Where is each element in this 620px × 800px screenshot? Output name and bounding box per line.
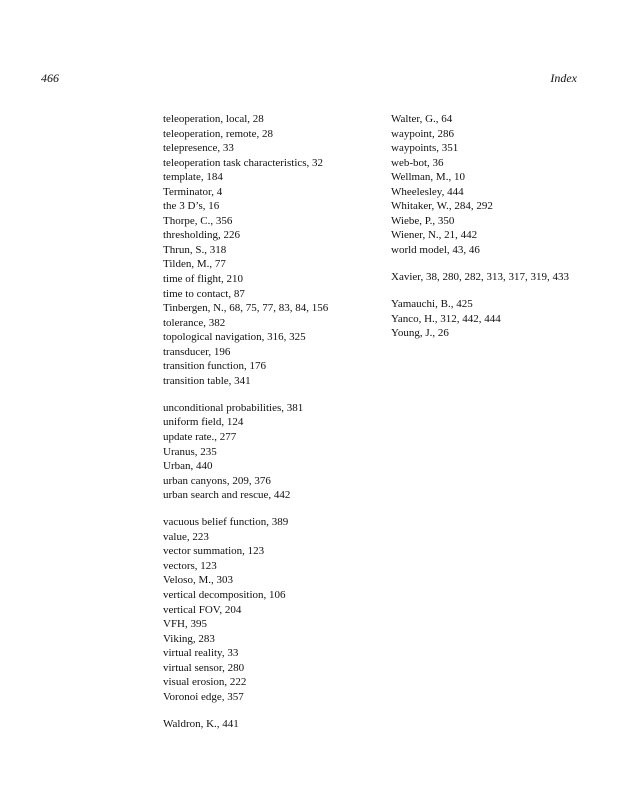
index-entry: visual erosion, 222 — [163, 676, 247, 689]
index-entry: Wiebe, P., 350 — [391, 214, 455, 227]
index-entry: urban canyons, 209, 376 — [163, 474, 271, 487]
index-entry: Veloso, M., 303 — [163, 574, 233, 587]
index-entry: tolerance, 382 — [163, 316, 226, 329]
index-entry: template, 184 — [163, 171, 223, 184]
index-entry: vertical FOV, 204 — [163, 603, 242, 616]
index-entry: Wellman, M., 10 — [391, 171, 465, 184]
index-entry: Viking, 283 — [163, 632, 215, 645]
index-entry: Yanco, H., 312, 442, 444 — [391, 312, 501, 325]
index-entry: Waldron, K., 441 — [163, 717, 239, 730]
index-entry: transducer, 196 — [163, 345, 231, 358]
index-entry: topological navigation, 316, 325 — [163, 331, 306, 344]
index-letter-group — [163, 515, 378, 704]
index-letter-group — [391, 297, 601, 341]
index-letter-group — [391, 112, 601, 257]
index-column-left — [163, 112, 378, 731]
index-entry: transition table, 341 — [163, 374, 251, 387]
index-entry: thresholding, 226 — [163, 229, 240, 242]
index-letter-group — [391, 270, 601, 285]
index-letter-group — [163, 112, 378, 388]
index-entry: Young, J., 26 — [391, 327, 449, 340]
index-entry: virtual reality, 33 — [163, 647, 239, 660]
index-entry: vacuous belief function, 389 — [163, 516, 289, 529]
index-entry: Whitaker, W., 284, 292 — [391, 200, 493, 213]
index-entry: transition function, 176 — [163, 360, 266, 373]
index-entry: waypoints, 351 — [391, 142, 459, 155]
index-entry: time of flight, 210 — [163, 273, 244, 286]
index-entry: VFH, 395 — [163, 618, 208, 631]
index-letter-group — [163, 401, 378, 503]
index-entry: Thorpe, C., 356 — [163, 214, 233, 227]
index-entry: web-bot, 36 — [391, 156, 444, 169]
index-entry: Uranus, 235 — [163, 445, 217, 458]
running-head: Index — [550, 71, 577, 85]
index-entry: Tilden, M., 77 — [163, 258, 226, 271]
index-entry: time to contact, 87 — [163, 287, 245, 300]
index-entry: teleoperation, remote, 28 — [163, 127, 273, 140]
index-entry: Yamauchi, B., 425 — [391, 298, 473, 311]
index-entry: Voronoi edge, 357 — [163, 690, 244, 703]
index-entry: Wiener, N., 21, 442 — [391, 229, 478, 242]
index-column-right — [391, 112, 601, 341]
page-number: 466 — [41, 71, 59, 85]
index-entry: the 3 D’s, 16 — [163, 200, 220, 213]
index-entry: urban search and rescue, 442 — [163, 489, 291, 502]
index-entry: waypoint, 286 — [391, 127, 454, 140]
index-entry: uniform field, 124 — [163, 416, 244, 429]
index-entry: update rate., 277 — [163, 430, 237, 443]
index-entry: value, 223 — [163, 530, 209, 543]
index-entry: Xavier, 38, 280, 282, 313, 317, 319, 433 — [391, 270, 569, 283]
index-entry: Terminator, 4 — [163, 185, 223, 198]
index-entry: vector summation, 123 — [163, 545, 265, 558]
index-entry: Thrun, S., 318 — [163, 243, 227, 256]
index-entry: virtual sensor, 280 — [163, 661, 245, 674]
index-entry: teleoperation task characteristics, 32 — [163, 156, 324, 169]
index-entry: vectors, 123 — [163, 559, 217, 572]
index-entry: world model, 43, 46 — [391, 243, 480, 256]
index-entry: Urban, 440 — [163, 460, 213, 473]
index-entry: telepresence, 33 — [163, 142, 234, 155]
index-entry: vertical decomposition, 106 — [163, 588, 286, 601]
index-entry: Wheelesley, 444 — [391, 185, 464, 198]
index-letter-group — [163, 717, 378, 732]
index-entry: Walter, G., 64 — [391, 113, 453, 125]
index-entry: unconditional probabilities, 381 — [163, 401, 304, 414]
index-entry: teleoperation, local, 28 — [163, 113, 264, 125]
index-entry: Tinbergen, N., 68, 75, 77, 83, 84, 156 — [163, 302, 329, 315]
